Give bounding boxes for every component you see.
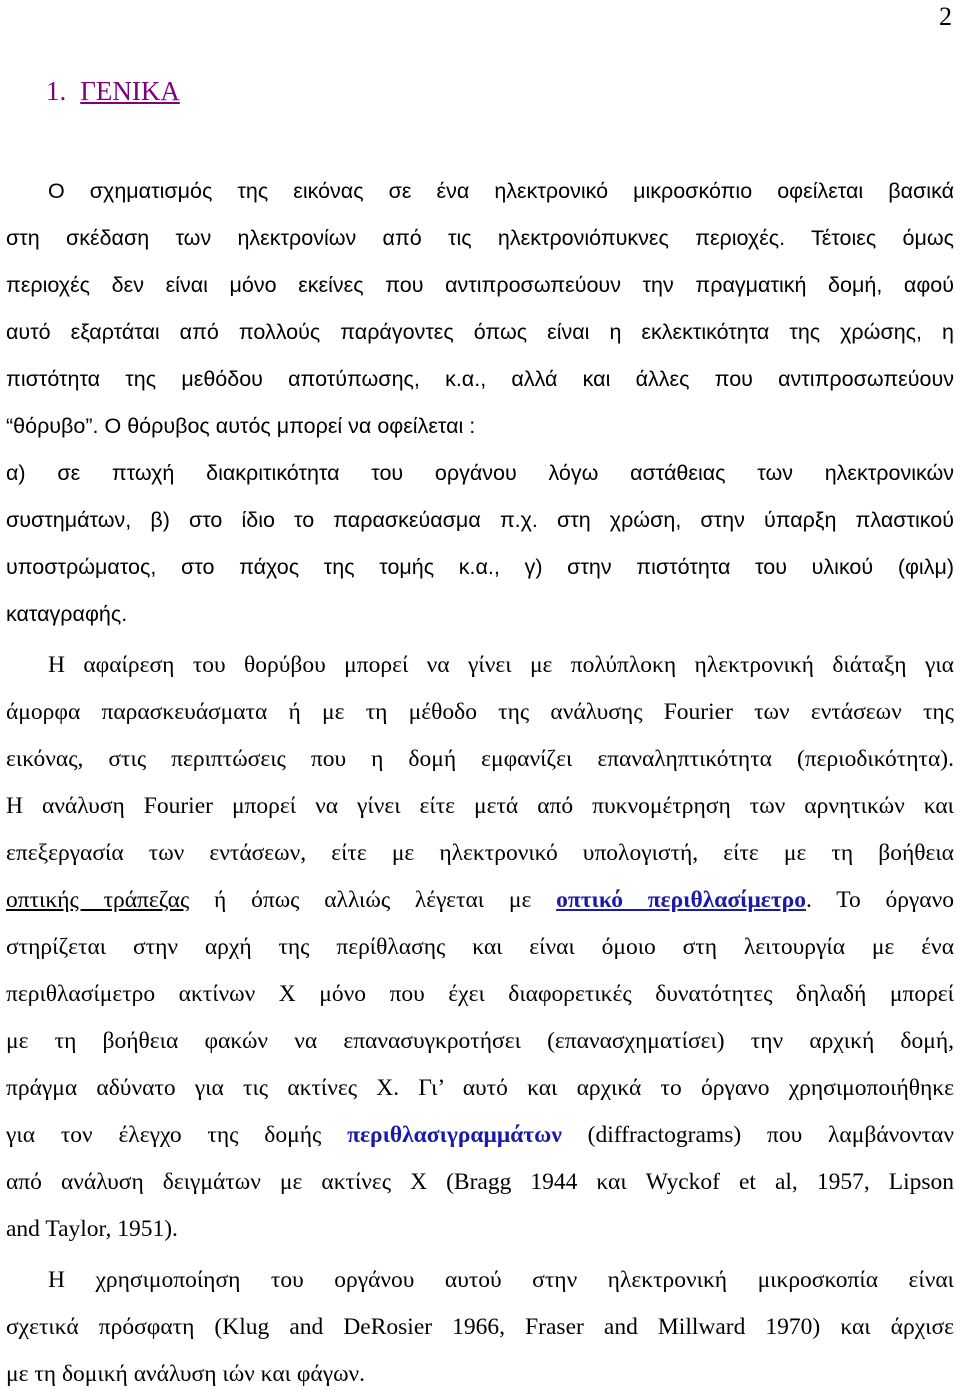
page-number: 2 <box>939 2 952 31</box>
para1-line: υποστρώματος, στο πάχος της τομής κ.α., γ) στην πιστότητα του υλικού (φιλμ) <box>6 555 954 579</box>
quoted-noise: “θόρυβο”. <box>6 414 99 438</box>
para1-line: αυτό εξαρτάται από πολλούς παράγοντες όπως είναι η εκλεκτικότητα της χρώσης, η <box>6 320 954 344</box>
para3-line: σχετικά πρόσφατη (Klug and DeRosier 1966, Fraser and Millward 1970) και άρχισε <box>6 1314 954 1340</box>
text-span: (diffractograms) που λαμβάνονταν <box>561 1122 954 1148</box>
optical-diffractometer-link[interactable]: οπτικό περιθλασίμετρο <box>556 887 806 913</box>
para2-line: and Taylor, 1951). <box>6 1216 178 1242</box>
text-span: . Το όργανο <box>806 887 954 913</box>
para1-line: πιστότητα της μεθόδου αποτύπωσης, κ.α., αλλά και άλλες που αντιπροσωπεύουν <box>6 367 954 391</box>
para1-line: συστημάτων, β) στο ίδιο το παρασκεύασμα π.χ. στη χρώση, στην ύπαρξη πλαστικού <box>6 508 954 532</box>
para2-line: περιθλασίμετρο ακτίνων X μόνο που έχει διαφορετικές δυνατότητες δηλαδή μπορεί <box>6 981 954 1007</box>
para2-line: Η ανάλυση Fourier μπορεί να γίνει είτε μετά από πυκνομέτρηση των αρνητικών και <box>6 793 954 819</box>
para1-line: περιοχές δεν είναι μόνο εκείνες που αντιπροσωπεύουν την πραγματική δομή, αφού <box>6 273 954 297</box>
text-span: για τον έλεγχο της δομής <box>6 1122 348 1148</box>
section-number: 1. <box>46 76 67 106</box>
para2-line <box>6 885 954 915</box>
section-title: ΓΕΝΙΚΑ <box>80 76 180 106</box>
para3-line: Η χρησιμοποίηση του οργάνου αυτού στην ηλεκτρονική μικροσκοπία είναι <box>48 1267 954 1293</box>
text-span: Ο θόρυβος αυτός μπορεί να οφείλεται : <box>98 414 476 438</box>
optical-bench-link[interactable]: οπτικής τράπεζας <box>6 887 190 913</box>
para2-line: επεξεργασία των εντάσεων, είτε με ηλεκτρονικό υπολογιστή, είτε με τη βοήθεια <box>6 840 954 866</box>
para2-line: εικόνας, στις περιπτώσεις που η δομή εμφανίζει επαναληπτικότητα (περιοδικότητα). <box>6 746 954 772</box>
para3-line: με τη δομική ανάλυση ιών και φάγων. <box>6 1361 366 1387</box>
para2-line: πράγμα αδύνατο για τις ακτίνες X. Γι’ αυτό και αρχικά το όργανο χρησιμοποιήθηκε <box>6 1075 954 1101</box>
para2-line: με τη βοήθεια φακών να επανασυγκροτήσει (επανασχηματίσει) την αρχική δομή, <box>6 1028 954 1054</box>
para2-line: Η αφαίρεση του θορύβου μπορεί να γίνει με πολύπλοκη ηλεκτρονική διάταξη για <box>48 652 954 678</box>
para1-line: στη σκέδαση των ηλεκτρονίων από τις ηλεκτρονιόπυκνες περιοχές. Τέτοιες όμως <box>6 226 954 250</box>
para1-line: Ο σχηματισμός της εικόνας σε ένα ηλεκτρονικό μικροσκόπιο οφείλεται βασικά <box>48 179 954 203</box>
para2-line: από ανάλυση δειγμάτων με ακτίνες X (Bragg 1944 και Wyckof et al, 1957, Lipson <box>6 1169 954 1195</box>
text-span: ή όπως αλλιώς λέγεται με <box>189 887 557 913</box>
para2-line: άμορφα παρασκευάσματα ή με τη μέθοδο της ανάλυσης Fourier των εντάσεων της <box>6 699 954 725</box>
para1-line <box>6 411 954 441</box>
para1-line: καταγραφής. <box>6 602 128 626</box>
para1-line: α) σε πτωχή διακριτικότητα του οργάνου λόγω αστάθειας των ηλεκτρονικών <box>6 461 954 485</box>
section-heading <box>46 76 180 107</box>
diffractograms-term: περιθλασιγραμμάτων <box>347 1122 562 1148</box>
para2-line <box>6 1120 954 1150</box>
para2-line: στηρίζεται στην αρχή της περίθλασης και είναι όμοιο στη λειτουργία με ένα <box>6 934 954 960</box>
